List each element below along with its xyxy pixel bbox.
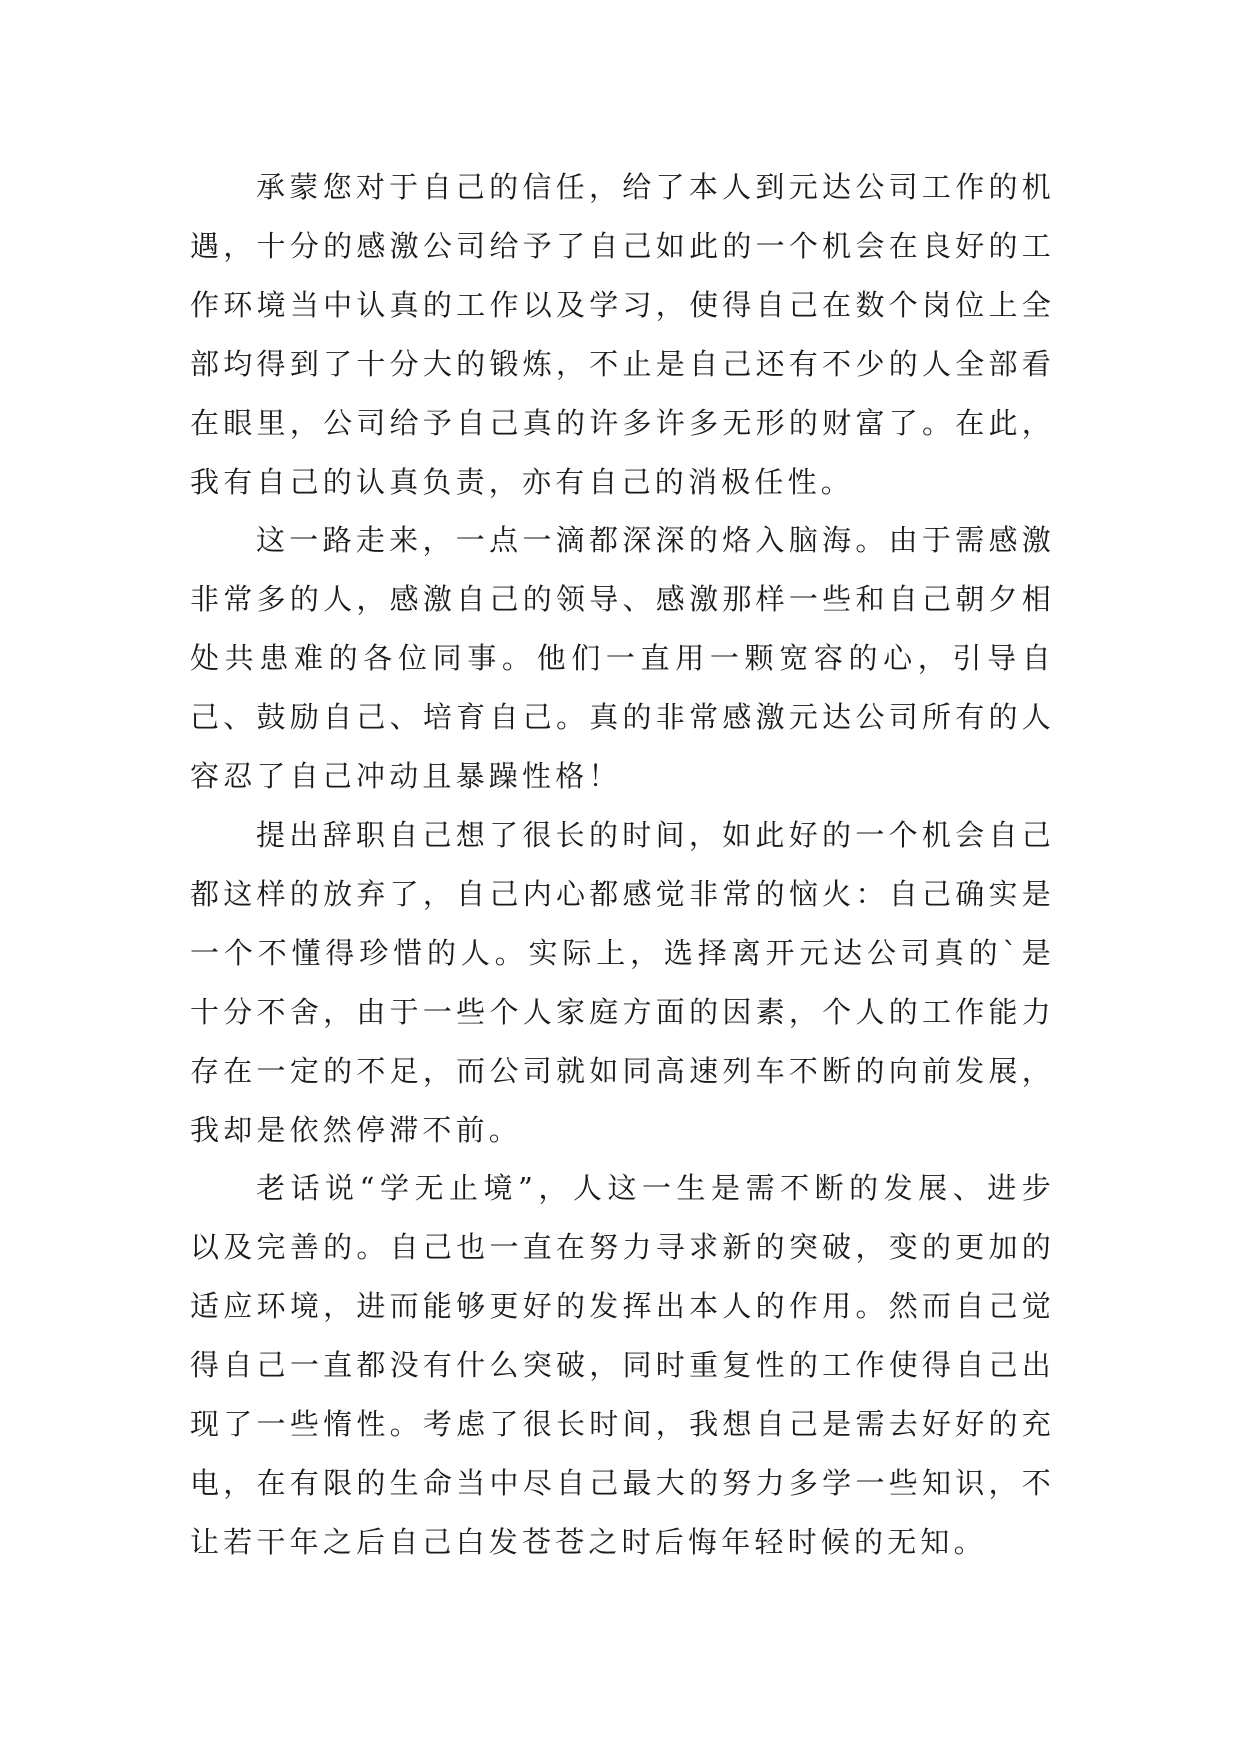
paragraph-2: 这一路走来，一点一滴都深深的烙入脑海。由于需感激非常多的人，感激自己的领导、感激那样一些和自己朝夕相处共患难的各位同事。他们一直用一颗宽容的心，引导自己、鼓励自己、培育自己。真的非常感激元达公司所有的人容忍了自己冲动且暴躁性格！ bbox=[190, 523, 1055, 794]
paragraph-3: 提出辞职自己想了很长的时间，如此好的一个机会自己都这样的放弃了，自己内心都感觉非常的恼火：自己确实是一个不懂得珍惜的人。实际上，选择离开元达公司真的`是十分不舍，由于一些个人家庭方面的因素，个人的工作能力存在一定的不足，而公司就如同高速列车不断的向前发展，我却是依然停滞不前。 bbox=[190, 817, 1055, 1147]
document-body bbox=[190, 158, 1055, 1572]
paragraph-4: 老话说“学无止境”，人这一生是需不断的发展、进步以及完善的。自己也一直在努力寻求新的突破，变的更加的适应环境，进而能够更好的发挥出本人的作用。然而自己觉得自己一直都没有什么突破，同时重复性的工作使得自己出现了一些惰性。考虑了很长时间，我想自己是需去好好的充电，在有限的生命当中尽自己最大的努力多学一些知识，不让若干年之后自己白发苍苍之时后悔年轻时候的无知。 bbox=[190, 1171, 1055, 1559]
paragraph-1: 承蒙您对于自己的信任，给了本人到元达公司工作的机遇，十分的感激公司给予了自己如此的一个机会在良好的工作环境当中认真的工作以及学习，使得自己在数个岗位上全部均得到了十分大的锻炼，不止是自己还有不少的人全部看在眼里，公司给予自己真的许多许多无形的财富了。在此，我有自己的认真负责，亦有自己的消极任性。 bbox=[190, 170, 1055, 499]
